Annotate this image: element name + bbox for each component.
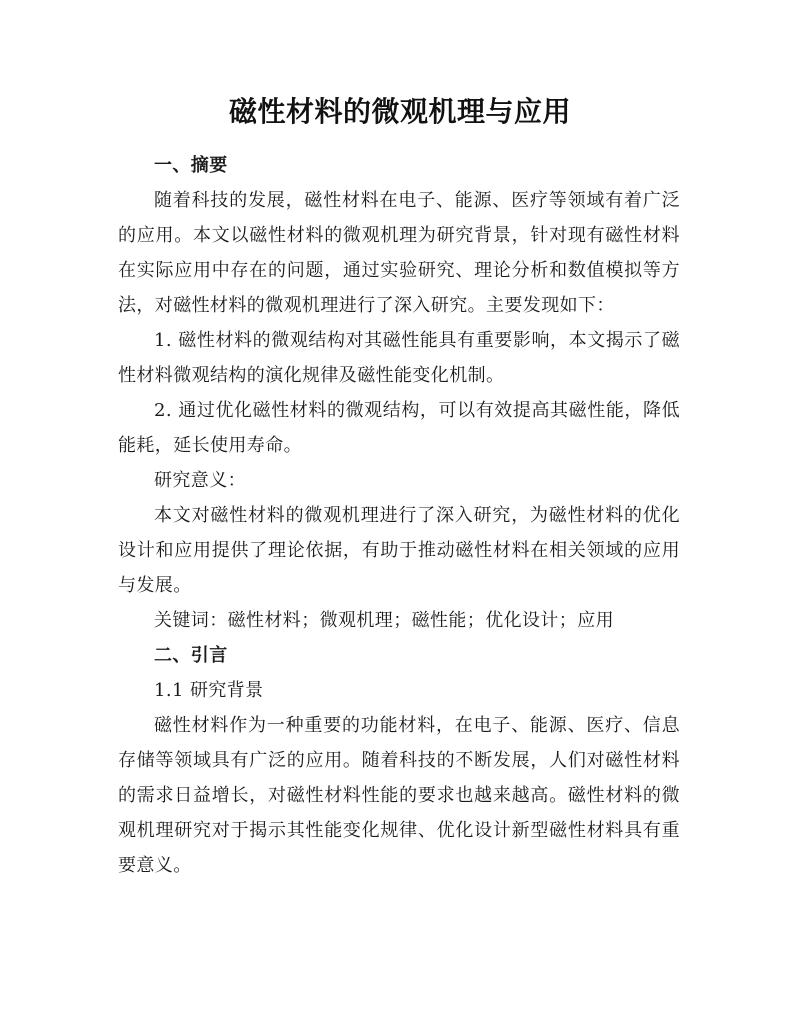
section-heading-introduction: 二、引言 [154,645,228,666]
significance-label: 研究意义： [154,470,246,491]
document-title: 磁性材料的微观机理与应用 [228,95,571,128]
finding-item-1: 1. 磁性材料的微观结构对其磁性能具有重要影响，本文揭示了磁性材料微观结构的演化规律及磁性能变化机制。 [118,330,680,386]
subsection-heading-background: 1.1 研究背景 [154,680,264,701]
abstract-paragraph: 随着科技的发展，磁性材料在电子、能源、医疗等领域有着广泛的应用。本文以磁性材料的微观机理为研究背景，针对现有磁性材料在实际应用中存在的问题，通过实验研究、理论分析和数值模拟等方法，对磁性材料的微观机理进行了深入研究。主要发现如下： [118,190,680,316]
finding-item-2: 2. 通过优化磁性材料的微观结构，可以有效提高其磁性能，降低能耗，延长使用寿命。 [118,400,680,456]
document-body [118,148,680,883]
section-heading-abstract: 一、摘要 [154,155,228,176]
keywords-line: 关键词：磁性材料；微观机理；磁性能；优化设计；应用 [154,610,614,631]
background-paragraph: 磁性材料作为一种重要的功能材料，在电子、能源、医疗、信息存储等领域具有广泛的应用。随着科技的不断发展，人们对磁性材料的需求日益增长，对磁性材料性能的要求也越来越高。磁性材料的微观机理研究对于揭示其性能变化规律、优化设计新型磁性材料具有重要意义。 [118,715,680,876]
significance-paragraph: 本文对磁性材料的微观机理进行了深入研究，为磁性材料的优化设计和应用提供了理论依据，有助于推动磁性材料在相关领域的应用与发展。 [118,505,680,596]
